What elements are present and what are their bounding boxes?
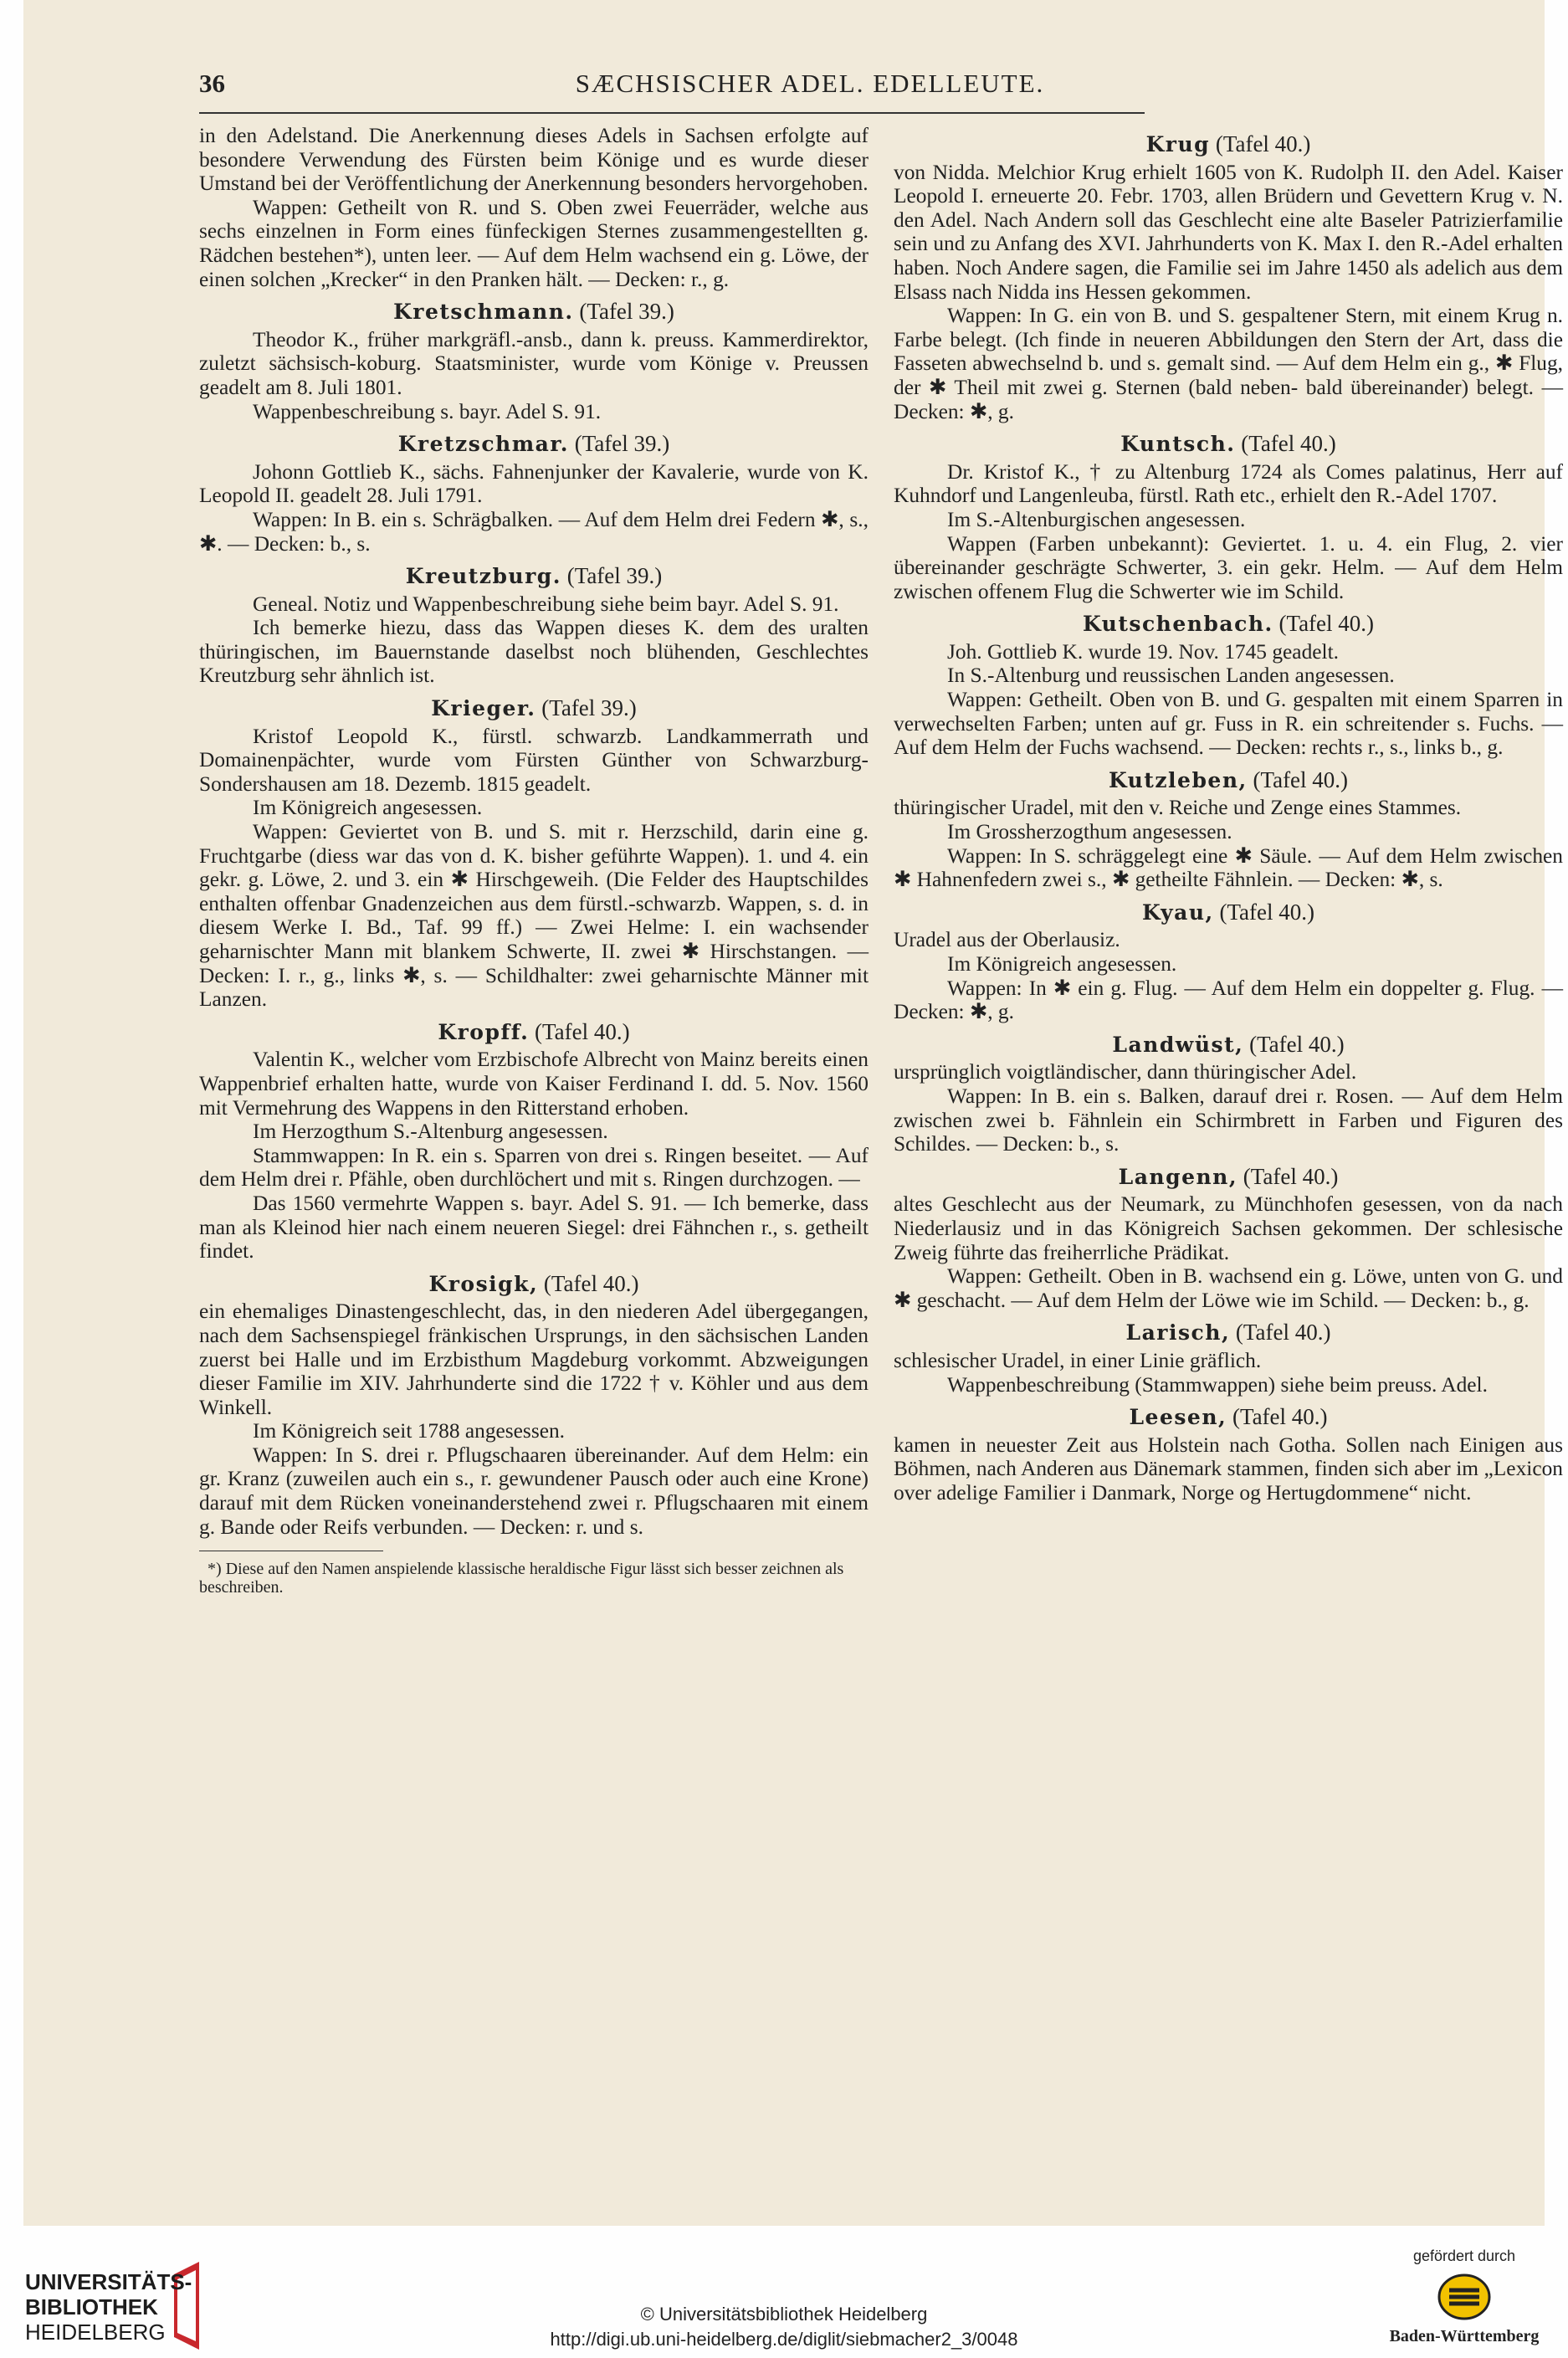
copyright-notice: © Universitätsbibliothek Heidelberg <box>640 2304 928 2325</box>
entry-heading <box>894 1033 1563 1058</box>
paragraph: Im Grossherzogthum angesessen. <box>947 820 1232 844</box>
family-name: Kutzleben, <box>1108 767 1248 792</box>
plate-reference: (Tafel 40.) <box>543 1270 639 1296</box>
paragraph: thüringischer Uradel, mit den v. Reiche und Zenge eines Stammes. <box>894 796 1462 820</box>
paragraph: Wappen (Farben unbekannt): Geviertet. 1. u. 4. ein Flug, 2. vier übereinander geschrägte Schwerter, 3. ein gekr. Helm. — Auf dem Helm zwischen offenem Flug die Schwerter wie im Schild. <box>894 531 1563 603</box>
family-name: Kyau, <box>1141 900 1214 925</box>
entry-heading <box>199 564 869 589</box>
entry-heading <box>894 1405 1563 1430</box>
plate-reference: (Tafel 40.) <box>1235 1320 1331 1346</box>
entry-heading <box>894 432 1563 457</box>
plate-reference: (Tafel 40.) <box>1232 1404 1328 1430</box>
paragraph: kamen in neuester Zeit aus Holstein nach Gotha. Sollen nach Einigen aus Böhmen, nach Anderen aus Dänemark stammen, finden sich aber im „Lexicon over adelige Familier i Danmark, Norge og Hertugdommene“ nicht. <box>894 1433 1563 1505</box>
paragraph: Im Königreich angesessen. <box>947 952 1177 976</box>
permalink-url[interactable]: http://digi.ub.uni-heidelberg.de/diglit/siebmacher2_3/0048 <box>550 2329 1018 2350</box>
paragraph: Wappen: In S. drei r. Pflugschaaren übereinander. Auf dem Helm: ein gr. Kranz (zuweilen auch ein s., r. gewundener Pausch oder auch eine Krone) darauf mit dem Rücken voneinanderstehend zwei r. Pflugschaaren mit einem g. Bande oder Reifs verbunden. — Decken: r. und s. <box>199 1443 869 1539</box>
paragraph: Wappen: In S. schräggelegt eine ✱ Säule. — Auf dem Helm zwischen ✱ Hahnenfedern zwei s., ✱ getheilte Fähnlein. — Decken: ✱, s. <box>894 843 1563 892</box>
right-column <box>894 124 1563 1505</box>
family-name: Kuntsch. <box>1120 432 1236 457</box>
paragraph: Uradel aus der Oberlausiz. <box>894 928 1120 952</box>
sponsor-label: gefördert durch <box>1412 2248 1516 2264</box>
paragraph: ein ehemaliges Dinastengeschlecht, das, in den niederen Adel übergegangen, nach dem Sachsenspiegel fränkischen Ursprungs, in den sächsischen Landen zuerst bei Halle und im Erzbisthum Magdeburg vorkommt. Abzweigungen dieser Familie im XIV. Jahrhunderte sind die 1722 † v. Köhler und aus dem Winkell. <box>199 1299 869 1419</box>
paragraph: Im Königreich angesessen. <box>253 796 483 820</box>
paragraph: Wappen: In B. ein s. Schrägbalken. — Auf dem Helm drei Federn ✱, s., ✱. — Decken: b., s. <box>199 507 869 556</box>
entry-heading <box>894 132 1563 157</box>
paragraph: altes Geschlecht aus der Neumark, zu Münchhofen gesessen, von da nach Niederlausiz und in das Königreich Sachsen gekommen. Der schlesische Zweig führte das freiherrliche Prädikat. <box>894 1192 1563 1264</box>
family-name: Kropff. <box>438 1019 530 1044</box>
plate-reference: (Tafel 39.) <box>579 299 674 325</box>
entry-heading <box>199 300 869 325</box>
paragraph: Im Herzogthum S.-Altenburg angesessen. <box>253 1120 608 1144</box>
entry-heading <box>894 1165 1563 1190</box>
paragraph: Wappenbeschreibung s. bayr. Adel S. 91. <box>253 399 602 423</box>
family-name: Kretzschmar. <box>397 432 569 457</box>
paragraph: Wappen: Geviertet von B. und S. mit r. Herzschild, darin eine g. Fruchtgarbe (diess war das von d. K. bisher geführte Wappen). 1. und 4. ein gekr. g. Löwe, 2. und 3. ein ✱ Hirschgeweih. (Die Felder des Hauptschildes enthalten offenbar Gnadenzeichen aus dem fürstl.-schwarzb. Wappen, s. d. in diesem Werke I. Bd., Taf. 99 ff.) — Zwei Helme: I. ein wachsender geharnischter Mann mit blankem Schwerte, II. zwei ✱ Hirschstangen. — Decken: I. r., g., links ✱, s. — Schildhalter: zwei geharnischte Männer mit Lanzen. <box>199 820 869 1012</box>
entry-heading <box>894 1320 1563 1346</box>
paragraph: Valentin K., welcher vom Erzbischofe Albrecht von Mainz bereits einen Wappenbrief erhalten hatte, wurde von Kaiser Ferdinand I. dd. 5. Nov. 1560 mit Vermehrung des Wappens in den Ritterstand erhoben. <box>199 1048 869 1120</box>
paragraph: Ich bemerke hiezu, dass das Wappen dieses K. dem des uralten thüringischen, im Bauernstande daselbst noch blühenden, Geschlechtes Kreutzburg sehr ähnlich ist. <box>199 616 869 688</box>
page-number: 36 <box>199 69 225 98</box>
plate-reference: (Tafel 39.) <box>566 563 663 589</box>
plate-reference: (Tafel 40.) <box>1249 1031 1345 1057</box>
paragraph: Theodor K., früher markgräfl.-ansb., dann k. preuss. Kammerdirektor, zuletzt sächsisch-koburg. Staatsminister, wurde vom Könige v. Preussen geadelt am 8. Juli 1801. <box>199 327 869 399</box>
family-name: Kutschenbach. <box>1082 612 1273 637</box>
footnote: *) Diese auf den Namen anspielende klassische heraldische Figur lässt sich besser zeichnen als beschreiben. <box>199 1560 844 1597</box>
entry-heading <box>199 1272 869 1297</box>
plate-reference: (Tafel 40.) <box>1241 431 1336 457</box>
library-name-line3: HEIDELBERG <box>25 2320 166 2345</box>
paragraph: Im Königreich seit 1788 angesessen. <box>253 1419 566 1443</box>
paragraph: von Nidda. Melchior Krug erhielt 1605 von K. Rudolph II. den Adel. Kaiser Leopold I. erneuerte 20. Febr. 1703, allen Brüdern und Gevettern Krug v. N. den Adel. Nach Andern soll das Geschlecht eine alte Baseler Patrizierfamilie sein und zu Anfang des XVI. Jahrhunderts von K. Max I. den R.-Adel erhalten haben. Noch Andere sagen, die Familie sei im Jahre 1450 als adelich aus dem Elsass nach Nidda ins Hessen gekommen. <box>894 160 1563 304</box>
entry-heading <box>199 1020 869 1045</box>
entry-heading <box>894 768 1563 793</box>
entry-heading <box>199 432 869 457</box>
family-name: Kretschmann. <box>393 300 574 325</box>
paragraph: Wappen: Getheilt. Oben in B. wachsend ein g. Löwe, unten von G. und ✱ geschacht. — Auf dem Helm der Löwe wie im Schild. — Decken: b., g. <box>894 1264 1563 1312</box>
library-name-line2: BIBLIOTHEK <box>25 2294 158 2320</box>
plate-reference: (Tafel 40.) <box>1215 131 1311 156</box>
paragraph: Johonn Gottlieb K., sächs. Fahnenjunker der Kavalerie, wurde von K. Leopold II. geadelt 28. Juli 1791. <box>199 459 869 508</box>
plate-reference: (Tafel 40.) <box>1219 899 1315 925</box>
paragraph: Geneal. Notiz und Wappenbeschreibung siehe beim bayr. Adel S. 91. <box>253 592 839 616</box>
paragraph: ursprünglich voigtländischer, dann thüringischer Adel. <box>894 1060 1357 1084</box>
paragraph: Wappenbeschreibung (Stammwappen) siehe beim preuss. Adel. <box>947 1372 1488 1397</box>
entry-heading <box>894 612 1563 637</box>
paragraph: Wappen: In B. ein s. Balken, darauf drei r. Rosen. — Auf dem Helm zwischen zwei b. Fähnlein ein Schirmbrett in Farben und Figuren des Schildes. — Decken: b., s. <box>894 1084 1563 1156</box>
plate-reference: (Tafel 39.) <box>541 695 637 721</box>
family-name: Leesen, <box>1129 1405 1227 1430</box>
sponsor-block[interactable] <box>1372 2248 1556 2346</box>
paragraph: schlesischer Uradel, in einer Linie gräflich. <box>894 1348 1262 1372</box>
paragraph: In S.-Altenburg und reussischen Landen angesessen. <box>947 664 1395 688</box>
library-name-line1: UNIVERSITÄTS- <box>25 2269 192 2294</box>
header-rule <box>199 112 1145 114</box>
entry-heading <box>199 696 869 721</box>
plate-reference: (Tafel 40.) <box>1253 766 1349 792</box>
family-name: Krug <box>1145 132 1211 156</box>
page-header <box>199 69 1145 110</box>
paragraph: Im S.-Altenburgischen angesessen. <box>947 507 1246 531</box>
paragraph: Wappen: In ✱ ein g. Flug. — Auf dem Helm ein doppelter g. Flug. — Decken: ✱, g. <box>894 976 1563 1024</box>
scanned-page <box>23 0 1563 2226</box>
paragraph: Wappen: In G. ein von B. und S. gespaltener Stern, mit einem Krug n. Farbe belegt. (Ich finde in neueren Abbildungen den Stern der Art, dass die Fasseten abwechselnd b. und s. gemalt sind. — Auf dem Helm ein g., ✱ Flug, der ✱ Theil mit zwei g. Sternen (bald neben- bald übereinander) belegt. — Decken: ✱, g. <box>894 304 1563 423</box>
plate-reference: (Tafel 40.) <box>1243 1163 1339 1189</box>
state-coat-of-arms-icon <box>1431 2270 1498 2324</box>
entry-heading <box>894 900 1563 925</box>
paragraph: Das 1560 vermehrte Wappen s. bayr. Adel S. 91. — Ich bemerke, dass man als Kleinod hier nach einem neueren Siegel: drei Fähnchen r., s. getheilt findet. <box>199 1191 869 1264</box>
plate-reference: (Tafel 40.) <box>1278 611 1375 637</box>
family-name: Krieger. <box>431 696 536 721</box>
plate-reference: (Tafel 40.) <box>535 1018 630 1044</box>
plate-reference: (Tafel 39.) <box>574 431 670 457</box>
family-name: Krosigk, <box>428 1271 539 1296</box>
paragraph: Joh. Gottlieb K. wurde 19. Nov. 1745 geadelt. <box>947 639 1340 664</box>
family-name: Langenn, <box>1118 1164 1238 1189</box>
paragraph: Stammwappen: In R. ein s. Sparren von drei s. Ringen beseitet. — Auf dem Helm drei r. Pfähle, oben durchlöchert und mit s. Ringen durchzogen. — <box>199 1143 869 1192</box>
paragraph: Dr. Kristof K., † zu Altenburg 1724 als Comes palatinus, Herr auf Kuhndorf und Langenleuba, fürstl. Rath etc., erhielt den R.-Adel 1707. <box>894 459 1563 508</box>
family-name: Kreutzburg. <box>405 564 561 589</box>
family-name: Larisch, <box>1125 1320 1231 1346</box>
paragraph: Wappen: Getheilt von R. und S. Oben zwei Feuerräder, welche aus sechs einzelnen in Form eines fünfeckigen Sternes zusammengestellten g. Rädchen bestehen*), unten leer. — Auf dem Helm wachsend ein g. Löwe, der einen solchen „Krecker“ in den Pranken hält. — Decken: r., g. <box>199 195 869 291</box>
left-column <box>199 124 869 1597</box>
running-head: SÆCHSISCHER ADEL. EDELLEUTE. <box>575 69 1045 98</box>
family-name: Landwüst, <box>1112 1032 1244 1057</box>
sponsor-name: Baden-Württemberg <box>1389 2327 1540 2345</box>
paragraph: Wappen: Getheilt. Oben von B. und G. gespalten mit einem Sparren in verwechselten Farben; unten auf gr. Fuss in R. ein schreitender s. Fuchs. — Auf dem Helm der Fuchs wachsend. — Decken: rechts r., s., links b., g. <box>894 688 1563 760</box>
paragraph: Kristof Leopold K., fürstl. schwarzb. Landkammerrath und Domainenpächter, wurde vom Fürsten Günther von Schwarzburg-Sondershausen am 18. Dezemb. 1815 geadelt. <box>199 724 869 796</box>
paragraph: in den Adelstand. Die Anerkennung dieses Adels in Sachsen erfolgte auf besondere Verwendung des Fürsten beim Könige und es wurde dieser Umstand bei der Veröffentlichung der Anerkennung besonders hervorgehoben. <box>199 124 869 196</box>
